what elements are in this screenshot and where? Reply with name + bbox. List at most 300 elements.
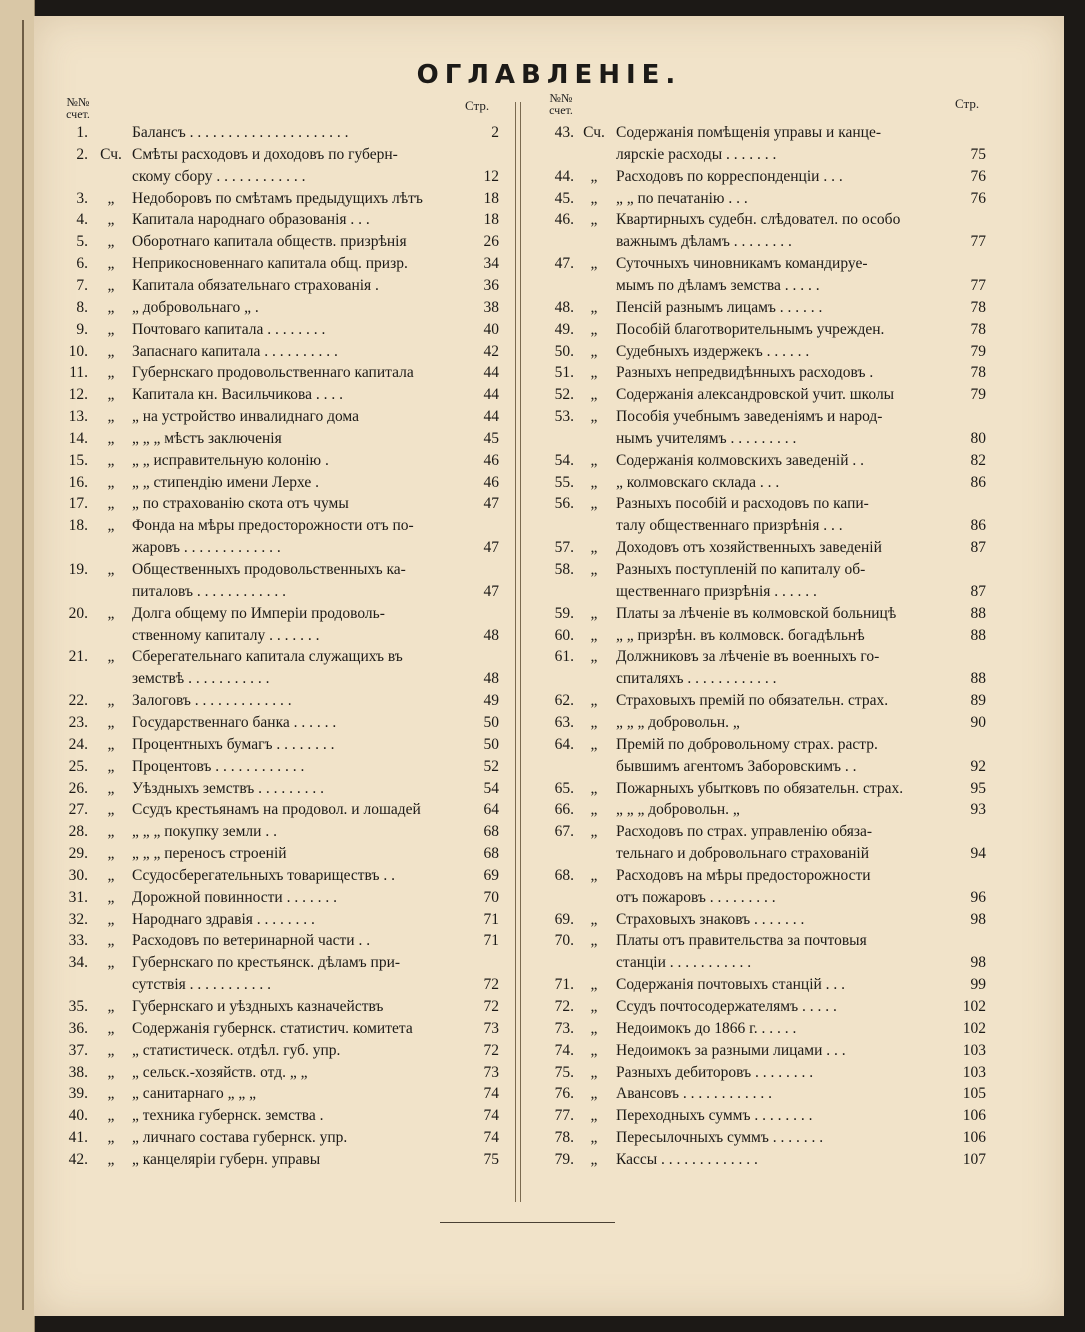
entry-title: „ по страхованію скота отъ чумы <box>132 495 349 513</box>
entry-page-number: 26 <box>483 233 499 251</box>
entry-number: 7. <box>76 276 88 294</box>
entry-page-number: 75 <box>483 1150 499 1168</box>
entry-page-number: 88 <box>970 626 986 644</box>
entry-page-number: 86 <box>970 517 986 535</box>
toc-entry <box>34 1127 1064 1149</box>
entry-page-number: 88 <box>970 670 986 688</box>
entry-prefix: „ <box>590 539 598 557</box>
entry-number: 40. <box>68 1107 88 1125</box>
entry-page-number: 79 <box>970 386 986 404</box>
toc-entry <box>34 1018 1064 1040</box>
toc-entry <box>34 690 1064 712</box>
entry-prefix: „ <box>590 386 598 404</box>
entry-number: 46. <box>554 211 574 229</box>
entry-number: 74. <box>554 1041 574 1059</box>
toc-entry <box>34 909 1064 931</box>
entry-prefix: „ <box>107 495 115 513</box>
entry-title: Процентныхъ бумагъ . . . . . . . . <box>132 735 335 753</box>
entry-prefix: „ <box>590 298 598 316</box>
entry-title: „ добровольнаго „ . <box>132 298 259 316</box>
entry-number: 72. <box>554 998 574 1015</box>
entry-page-number: 73 <box>483 1063 499 1081</box>
entry-page-number: 77 <box>970 233 986 251</box>
toc-entry <box>34 974 1064 996</box>
entry-page-number: 72 <box>483 998 499 1015</box>
entry-number: 45. <box>554 189 574 207</box>
toc-entry-continuation <box>34 231 1064 253</box>
entry-prefix: „ <box>107 1085 115 1103</box>
entry-prefix: Сч. <box>583 124 605 141</box>
entry-title: „ „ по печатанію . . . <box>616 189 748 207</box>
entry-page-number: 38 <box>483 298 499 316</box>
entry-prefix: „ <box>590 626 598 644</box>
entry-page-number: 47 <box>483 582 499 600</box>
entry-number: 73. <box>554 1019 574 1037</box>
entry-prefix: „ <box>107 910 115 928</box>
entry-title: Залоговъ . . . . . . . . . . . . . <box>132 692 292 710</box>
entry-number: 56. <box>554 495 574 513</box>
entry-page-number: 49 <box>483 692 499 710</box>
entry-number: 4. <box>76 211 88 229</box>
entry-number: 44. <box>554 167 574 185</box>
entry-title-continuation: земствѣ . . . . . . . . . . . <box>132 670 270 688</box>
entry-page-number: 89 <box>970 692 986 710</box>
entry-page-number: 74 <box>483 1085 499 1103</box>
entry-prefix: „ <box>107 320 115 338</box>
entry-number: 69. <box>554 910 574 928</box>
entry-prefix: „ <box>590 1019 598 1037</box>
entry-number: 3. <box>76 189 88 207</box>
entry-number: 8. <box>76 298 88 316</box>
entry-title: Почтоваго капитала . . . . . . . . <box>132 320 326 338</box>
entry-number: 63. <box>554 713 574 731</box>
entry-prefix: „ <box>590 998 598 1015</box>
entry-title: Капитала народнаго образованія . . . <box>132 211 370 229</box>
entry-prefix: „ <box>107 342 115 360</box>
entry-number: 21. <box>68 648 88 666</box>
entry-prefix: „ <box>590 561 598 578</box>
toc-entry <box>34 1083 1064 1105</box>
entry-prefix: „ <box>107 1129 115 1147</box>
entry-title: Сберегательнаго капитала служащихъ въ <box>132 648 403 666</box>
entry-page-number: 48 <box>483 626 499 644</box>
toc-entry <box>34 166 1064 188</box>
toc-entry <box>34 188 1064 210</box>
entry-title: Разныхъ пособій и расходовъ по капи- <box>616 495 869 513</box>
entry-title: „ „ „ добровольн. „ <box>616 713 740 731</box>
entry-number: 75. <box>554 1063 574 1081</box>
entry-prefix: „ <box>107 408 115 426</box>
entry-number: 66. <box>554 801 574 819</box>
entry-page-number: 18 <box>483 211 499 229</box>
entry-prefix: „ <box>107 189 115 207</box>
entry-title: Разныхъ поступленій по капиталу об- <box>616 561 866 578</box>
entry-title: Расходовъ на мѣры предосторожности <box>616 866 871 884</box>
entry-title-continuation: бывшимъ агентомъ Заборовскимъ . . <box>616 757 857 775</box>
entry-page-number: 36 <box>483 276 499 294</box>
entry-title: Квартирныхъ судебн. слѣдовател. по особо <box>616 211 901 229</box>
entry-title: Уѣздныхъ земствъ . . . . . . . . . <box>132 779 325 797</box>
entry-title: Долга общему по Имперіи продоволь- <box>132 604 385 622</box>
entry-number: 37. <box>68 1041 88 1059</box>
entry-title: Разныхъ дебиторовъ . . . . . . . . <box>616 1063 814 1081</box>
entry-prefix: „ <box>107 713 115 731</box>
toc-entry <box>34 362 1064 384</box>
toc-entry <box>34 1040 1064 1062</box>
entry-title: Запаснаго капитала . . . . . . . . . . <box>132 342 338 360</box>
entry-page-number: 50 <box>483 735 499 753</box>
entry-title: Расходовъ по ветеринарной части . . <box>132 932 371 950</box>
entry-title: Губернскаго и уѣздныхъ казначействъ <box>132 998 384 1015</box>
entry-title-continuation: талу общественнаго призрѣнія . . . <box>616 517 843 535</box>
entry-title: Общественныхъ продовольственныхъ ка- <box>132 561 406 578</box>
entry-number: 38. <box>68 1063 88 1081</box>
entry-page-number: 18 <box>483 189 499 207</box>
entry-number: 29. <box>68 845 88 863</box>
entry-title: „ „ призрѣн. въ колмовск. богадѣльнѣ <box>616 626 865 644</box>
entry-title: Платы за лѣченіе въ колмовской больницѣ <box>616 604 897 622</box>
entry-page-number: 79 <box>970 342 986 360</box>
entry-number: 70. <box>554 932 574 950</box>
entry-title: „ канцеляріи губерн. управы <box>132 1150 321 1168</box>
entry-number: 53. <box>554 408 574 426</box>
entry-title-continuation: лярскіе расходы . . . . . . . <box>616 145 777 163</box>
entry-prefix: „ <box>590 1150 598 1168</box>
entry-number: 1. <box>76 124 88 141</box>
entry-page-number: 72 <box>483 1041 499 1059</box>
entry-prefix: „ <box>590 866 598 884</box>
entry-title: „ личнаго состава губернск. упр. <box>132 1129 348 1147</box>
entry-page-number: 90 <box>970 713 986 731</box>
toc-entry-continuation <box>34 952 1064 974</box>
entry-title: Содержанія помѣщенія управы и канце- <box>616 124 882 141</box>
entry-page-number: 88 <box>970 604 986 622</box>
entry-page-number: 48 <box>483 670 499 688</box>
toc-entry <box>34 603 1064 625</box>
entry-prefix: „ <box>107 998 115 1015</box>
entry-number: 23. <box>68 713 88 731</box>
entry-prefix: „ <box>107 735 115 753</box>
entry-title: „ колмовскаго склада . . . <box>616 473 780 491</box>
entry-number: 30. <box>68 866 88 884</box>
entry-page-number: 64 <box>483 801 499 819</box>
entry-number: 52. <box>554 386 574 404</box>
left-page-header: Стр. <box>465 98 490 113</box>
entry-page-number: 78 <box>970 364 986 382</box>
entry-title-continuation: питаловъ . . . . . . . . . . . . <box>132 582 287 600</box>
entry-number: 55. <box>554 473 574 491</box>
entry-prefix: „ <box>107 1107 115 1125</box>
entry-number: 42. <box>68 1150 88 1168</box>
entry-title: Пересылочныхъ суммъ . . . . . . . <box>616 1129 824 1147</box>
entry-title: „ на устройство инвалиднаго дома <box>132 408 360 426</box>
toc-entry-continuation <box>34 668 1064 690</box>
entry-page-number: 78 <box>970 320 986 338</box>
entry-title: Пособія учебнымъ заведеніямъ и народ- <box>616 408 883 426</box>
entry-prefix: „ <box>107 866 115 884</box>
entry-number: 15. <box>68 451 88 469</box>
toc-entry <box>34 450 1064 472</box>
entry-title: Суточныхъ чиновникамъ командируе- <box>616 255 868 273</box>
entry-title-continuation: сутствія . . . . . . . . . . . <box>132 976 272 994</box>
entry-page-number: 86 <box>970 473 986 491</box>
entry-prefix: „ <box>107 298 115 316</box>
entry-number: 26. <box>68 779 88 797</box>
entry-title: „ статистическ. отдѣл. губ. упр. <box>132 1041 341 1059</box>
entry-title: Содержанія губернск. статистич. комитета <box>132 1019 413 1037</box>
entry-title: „ „ „ переносъ строеній <box>132 845 287 863</box>
entry-title: Судебныхъ издержекъ . . . . . . <box>616 342 810 360</box>
entry-title: Должниковъ за лѣченіе въ военныхъ го- <box>616 648 880 666</box>
entry-prefix: „ <box>107 211 115 229</box>
toc-entry <box>34 297 1064 319</box>
entry-prefix: „ <box>107 517 115 535</box>
entry-page-number: 99 <box>970 976 986 994</box>
toc-entry <box>34 341 1064 363</box>
entry-number: 2. <box>76 145 88 163</box>
entry-title: Неприкосновеннаго капитала общ. призр. <box>132 255 408 273</box>
entry-prefix: „ <box>590 932 598 950</box>
page-title: ОГЛАВЛЕНІЕ. <box>416 60 682 90</box>
entry-prefix: „ <box>590 342 598 360</box>
entry-prefix: „ <box>590 473 598 491</box>
entry-prefix: „ <box>590 604 598 622</box>
entry-title: „ санитарнаго „ „ „ <box>132 1085 257 1103</box>
toc-entry <box>34 1149 1064 1171</box>
entry-page-number: 106 <box>962 1107 986 1125</box>
entry-title-continuation: спиталяхъ . . . . . . . . . . . . <box>616 670 777 688</box>
entry-title: Фонда на мѣры предосторожности отъ по- <box>132 517 414 535</box>
toc-entry-continuation <box>34 581 1064 603</box>
toc-entry-continuation <box>34 515 1064 537</box>
entry-title: Ссудъ почтосодержателямъ . . . . . <box>616 998 837 1015</box>
entry-prefix: „ <box>590 211 598 229</box>
entry-title: Недоборовъ по смѣтамъ предыдущихъ лѣтъ <box>132 189 423 207</box>
entry-prefix: „ <box>107 276 115 294</box>
entry-prefix: „ <box>107 386 115 404</box>
entry-number: 57. <box>554 539 574 557</box>
entry-number: 47. <box>554 255 574 273</box>
toc-entry <box>34 625 1064 647</box>
entry-number: 33. <box>68 932 88 950</box>
entry-prefix: „ <box>107 845 115 863</box>
entry-prefix: „ <box>590 255 598 273</box>
entry-title: Недоимокъ за разными лицами . . . <box>616 1041 846 1059</box>
entry-prefix: „ <box>590 1129 598 1147</box>
entry-number: 54. <box>554 451 574 469</box>
entry-number: 65. <box>554 779 574 797</box>
entry-page-number: 94 <box>970 845 986 863</box>
entry-title: Содержанія колмовскихъ заведеній . . <box>616 451 864 469</box>
entry-page-number: 44 <box>483 386 499 404</box>
entry-page-number: 54 <box>483 779 499 797</box>
toc-entry <box>34 472 1064 494</box>
toc-entry-continuation <box>34 428 1064 450</box>
entry-title: „ сельск.-хозяйств. отд. „ „ <box>132 1063 308 1081</box>
entry-prefix: „ <box>107 801 115 819</box>
entry-page-number: 71 <box>483 910 499 928</box>
entry-number: 25. <box>68 757 88 775</box>
entry-prefix: „ <box>107 1041 115 1059</box>
entry-title: Премій по добровольному страх. растр. <box>616 735 878 753</box>
entry-number: 78. <box>554 1129 574 1147</box>
entry-title: Страховыхъ знаковъ . . . . . . . <box>616 910 805 928</box>
entry-title: Расходовъ по корреспонденціи . . . <box>616 167 843 185</box>
entry-title: Разныхъ непредвидѣнныхъ расходовъ . <box>616 364 874 382</box>
entry-prefix: „ <box>590 364 598 382</box>
entry-number: 48. <box>554 298 574 316</box>
entry-page-number: 74 <box>483 1107 499 1125</box>
right-page-header: Стр. <box>955 96 980 111</box>
entry-prefix: „ <box>590 408 598 426</box>
entry-page-number: 105 <box>962 1085 986 1103</box>
entry-title-continuation: важнымъ дѣламъ . . . . . . . . <box>616 233 792 251</box>
entry-number: 41. <box>68 1129 88 1147</box>
entry-prefix: „ <box>590 713 598 731</box>
entry-title: Ссудъ крестьянамъ на продовол. и лошадей <box>132 801 421 819</box>
entry-title: Губернскаго продовольственнаго капитала <box>132 364 414 382</box>
entry-title-continuation: щественнаго призрѣнія . . . . . . <box>616 582 817 600</box>
entry-number: 61. <box>554 648 574 666</box>
entry-prefix: „ <box>590 1063 598 1081</box>
entry-page-number: 40 <box>483 320 499 338</box>
entry-page-number: 77 <box>970 276 986 294</box>
entry-number: 79. <box>554 1150 574 1168</box>
entry-title-continuation: нымъ учителямъ . . . . . . . . . <box>616 429 797 447</box>
entry-page-number: 76 <box>970 189 986 207</box>
entry-page-number: 34 <box>483 255 499 273</box>
entry-title: Балансъ . . . . . . . . . . . . . . . . . . . . . <box>132 124 349 141</box>
toc-entry <box>34 996 1064 1018</box>
entry-number: 76. <box>554 1085 574 1103</box>
entry-number: 77. <box>554 1107 574 1125</box>
entry-prefix: „ <box>107 473 115 491</box>
entry-prefix: „ <box>590 320 598 338</box>
entry-prefix: „ <box>590 823 598 841</box>
entry-page-number: 87 <box>970 539 986 557</box>
toc-entry <box>34 778 1064 800</box>
entry-title: „ „ „ мѣстъ заключенія <box>132 429 282 447</box>
entry-title: Государственнаго банка . . . . . . <box>132 713 337 731</box>
entry-title: Кассы . . . . . . . . . . . . . <box>616 1150 758 1168</box>
toc-entry-continuation <box>34 887 1064 909</box>
entry-prefix: „ <box>590 451 598 469</box>
entry-prefix: „ <box>590 1107 598 1125</box>
entry-title: Капитала обязательнаго страхованія . <box>132 276 379 294</box>
entry-number: 60. <box>554 626 574 644</box>
entry-number: 17. <box>68 495 88 513</box>
entry-page-number: 47 <box>483 539 499 557</box>
entry-title: „ „ исправительную колонію . <box>132 451 329 469</box>
entry-number: 58. <box>554 561 574 578</box>
entry-page-number: 12 <box>483 167 499 185</box>
entry-prefix: „ <box>107 604 115 622</box>
entry-title: Страховыхъ премій по обязательн. страх. <box>616 692 889 710</box>
entry-prefix: „ <box>107 451 115 469</box>
entry-title: Народнаго здравія . . . . . . . . <box>132 910 315 928</box>
entry-title: Переходныхъ суммъ . . . . . . . . <box>616 1107 813 1125</box>
document-page <box>34 16 1064 1316</box>
toc-entry <box>34 712 1064 734</box>
entry-number: 71. <box>554 976 574 994</box>
entry-page-number: 93 <box>970 801 986 819</box>
book-spine <box>0 0 35 1332</box>
entry-number: 24. <box>68 735 88 753</box>
entry-page-number: 76 <box>970 167 986 185</box>
entry-number: 22. <box>68 692 88 710</box>
entry-title-continuation: отъ пожаровъ . . . . . . . . . <box>616 888 776 906</box>
entry-number: 49. <box>554 320 574 338</box>
entry-title: Платы отъ правительства за почтовыя <box>616 932 867 950</box>
entry-page-number: 74 <box>483 1129 499 1147</box>
entry-page-number: 68 <box>483 823 499 841</box>
entry-title: Доходовъ отъ хозяйственныхъ заведеній <box>616 539 882 557</box>
entry-number: 43. <box>554 124 574 141</box>
entry-page-number: 50 <box>483 713 499 731</box>
entry-number: 34. <box>68 954 88 972</box>
entry-number: 28. <box>68 823 88 841</box>
entry-number: 10. <box>68 342 88 360</box>
entry-title-continuation: ственному капиталу . . . . . . . <box>132 626 320 644</box>
entry-number: 20. <box>68 604 88 622</box>
entry-title: Ссудосберегательныхъ товариществъ . . <box>132 866 395 884</box>
entry-prefix: „ <box>590 976 598 994</box>
entry-number: 12. <box>68 386 88 404</box>
entry-number: 5. <box>76 233 88 251</box>
entry-page-number: 46 <box>483 473 499 491</box>
entry-page-number: 70 <box>483 888 499 906</box>
entry-number: 67. <box>554 823 574 841</box>
entry-prefix: „ <box>107 1150 115 1168</box>
entry-number: 64. <box>554 735 574 753</box>
entry-title: Содержанія почтовыхъ станцій . . . <box>616 976 846 994</box>
entry-title: „ „ „ покупку земли . . <box>132 823 277 841</box>
entry-page-number: 52 <box>483 757 499 775</box>
entry-page-number: 103 <box>962 1041 986 1059</box>
entry-page-number: 44 <box>483 408 499 426</box>
entry-number: 13. <box>68 408 88 426</box>
entry-page-number: 80 <box>970 429 986 447</box>
toc-entry-continuation <box>34 843 1064 865</box>
entry-title-continuation: мымъ по дѣламъ земства . . . . . <box>616 276 820 294</box>
left-num-header: №№ счет. <box>66 95 90 121</box>
entry-title: Дорожной повинности . . . . . . . <box>132 888 337 906</box>
entry-page-number: 69 <box>483 866 499 884</box>
right-num-header: №№ счет. <box>549 91 573 117</box>
entry-page-number: 75 <box>970 145 986 163</box>
entry-prefix: „ <box>590 779 598 797</box>
entry-number: 32. <box>68 910 88 928</box>
entry-title: Капитала кн. Васильчикова . . . . <box>132 386 344 404</box>
entry-number: 19. <box>68 561 88 578</box>
entry-page-number: 98 <box>970 910 986 928</box>
entry-page-number: 78 <box>970 298 986 316</box>
entry-title: „ „ стипендію имени Лерхе . <box>132 473 320 491</box>
entry-number: 6. <box>76 255 88 273</box>
footer-rule <box>440 1222 615 1223</box>
toc-entry <box>34 1105 1064 1127</box>
toc-entry-continuation <box>34 144 1064 166</box>
toc-entry <box>34 537 1064 559</box>
entry-number: 36. <box>68 1019 88 1037</box>
entry-title: Недоимокъ до 1866 г. . . . . . <box>616 1019 797 1037</box>
entry-prefix: „ <box>107 823 115 841</box>
entry-page-number: 102 <box>962 998 986 1015</box>
entry-title: „ „ „ добровольн. „ <box>616 801 740 819</box>
entry-page-number: 72 <box>483 976 499 994</box>
entry-title: Пожарныхъ убытковъ по обязательн. страх. <box>616 779 904 797</box>
entry-number: 9. <box>76 320 88 338</box>
